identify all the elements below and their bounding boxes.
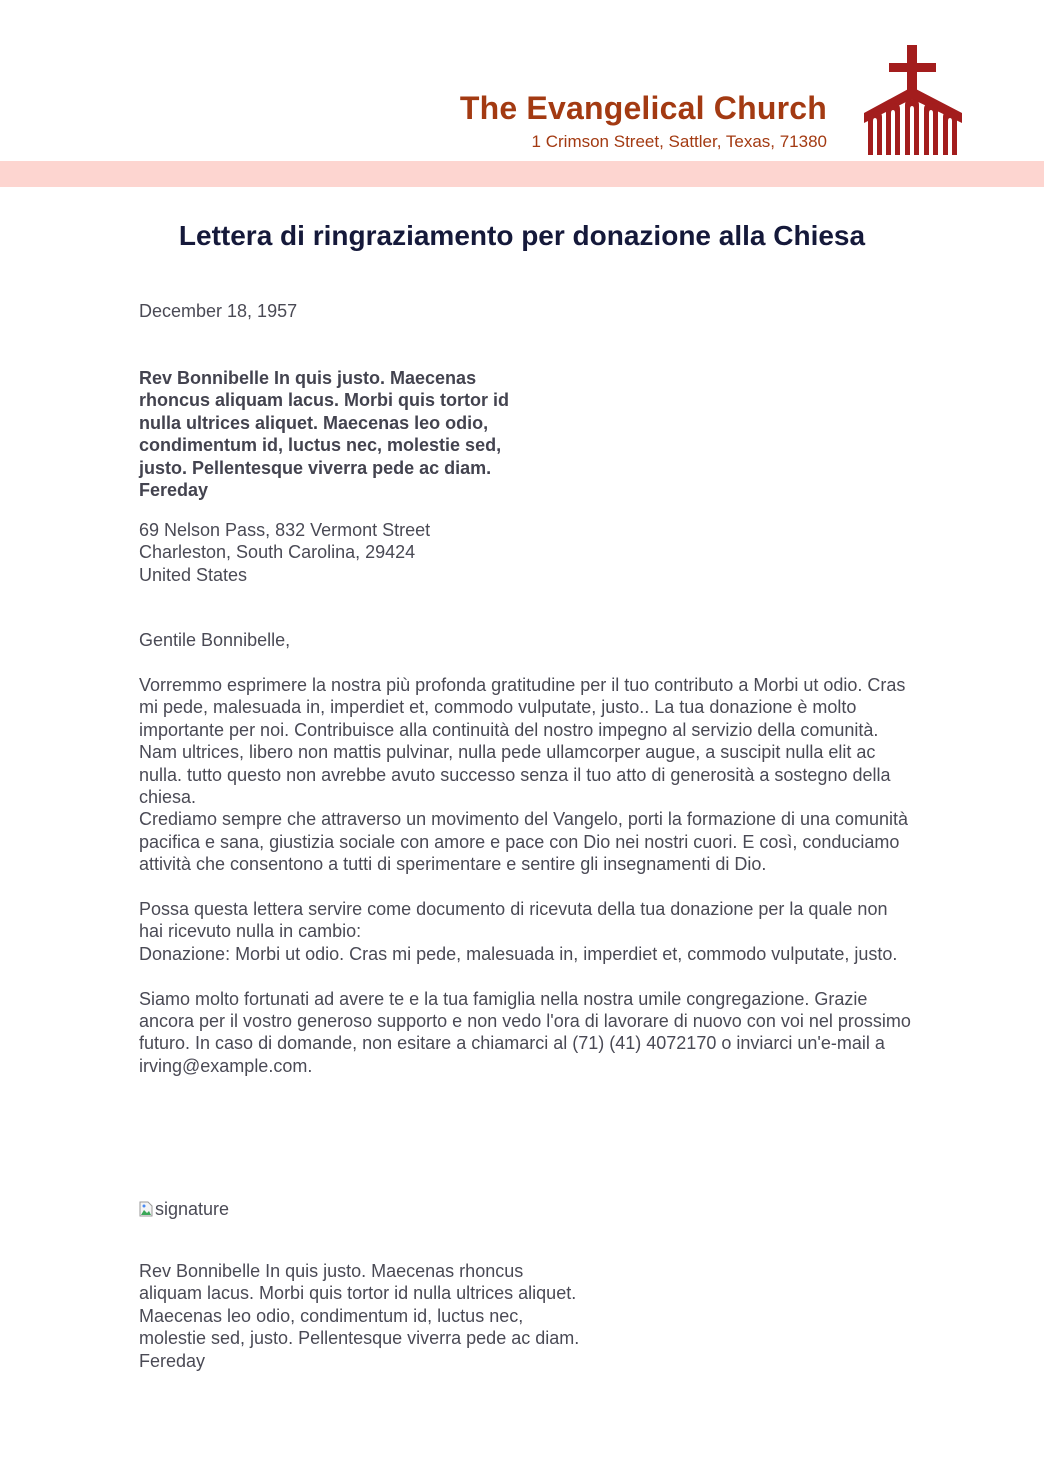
recipient-name: Rev Bonnibelle In quis justo. Maecenas rhoncus aliquam lacus. Morbi quis tortor id nulla ultrices aliquet. Maecenas leo odio, condimentum id, luctus nec, molestie sed, justo. Pellentesque viverra pede ac diam. Fereday [139,368,510,501]
body-paragraph: Siamo molto fortunati ad avere te e la tua famiglia nella nostra umile congregazione. Grazie ancora per il vostro generoso supporto e non vedo l'ora di lavorare di nuovo con voi nel prossimo futuro. In caso di domande, non esitare a chiamarci al (71) (41) 4072170 o inviarci un'e-mail a irving@example.com. [139,988,911,1076]
recipient-address-line: Charleston, South Carolina, 29424 [139,542,416,563]
body-paragraph [139,898,911,965]
signer-name: Rev Bonnibelle In quis justo. Maecenas rhoncus aliquam lacus. Morbi quis tortor id nulla ultrices aliquet. Maecenas leo odio, condimentum id, luctus nec, molestie sed, justo. Pellentesque viverra pede ac diam. Fereday [139,1261,580,1371]
header-band [0,161,1044,187]
body-paragraph [139,674,911,876]
letterhead [0,0,1044,160]
document-title: Lettera di ringraziamento per donazione alla Chiesa [178,220,866,251]
body-sentence-block: Crediamo sempre che attraverso un movimento del Vangelo, porti la formazione di una comunità pacifica e sana, giustizia sociale con amore e pace con Dio nei nostri cuori. E così, conduciamo attività che consentono a tutti di sperimentare e sentire gli insegnamenti di Dio. [139,809,909,875]
letter-body [139,674,911,1100]
body-sentence-block: Possa questa lettera servire come documento di ricevuta della tua donazione per la quale non hai ricevuto nulla in cambio: [139,899,888,942]
signature-alt-text: signature [155,1199,230,1219]
signature-image [139,1198,231,1220]
church-address: 1 Crimson Street, Sattler, Texas, 71380 [531,132,827,151]
broken-image-icon [139,1201,153,1217]
church-name: The Evangelical Church [459,90,827,126]
recipient-address [139,519,430,586]
recipient-address-line: United States [139,564,248,585]
donation-line: Donazione: Morbi ut odio. Cras mi pede, malesuada in, imperdiet et, commodo vulputate, justo. [139,943,898,964]
church-cross-icon [864,45,962,155]
salutation: Gentile Bonnibelle, [139,630,291,650]
recipient-address-line: 69 Nelson Pass, 832 Vermont Street [139,520,431,540]
letter-date: December 18, 1957 [139,301,298,321]
body-sentence-block: Vorremmo esprimere la nostra più profonda gratitudine per il tuo contributo a Morbi ut odio. Cras mi pede, malesuada in, imperdiet et, commodo vulputate, justo.. La tua donazione è molto importante per noi. Contribuisce alla continuità del nostro impegno al servizio della comunità. Nam ultrices, libero non mattis pulvinar, nulla pede ullamcorper augue, a suscipit nulla elit ac nulla. tutto questo non avrebbe avuto successo senza il tuo atto di generosità a sostegno della chiesa. [139,675,906,808]
